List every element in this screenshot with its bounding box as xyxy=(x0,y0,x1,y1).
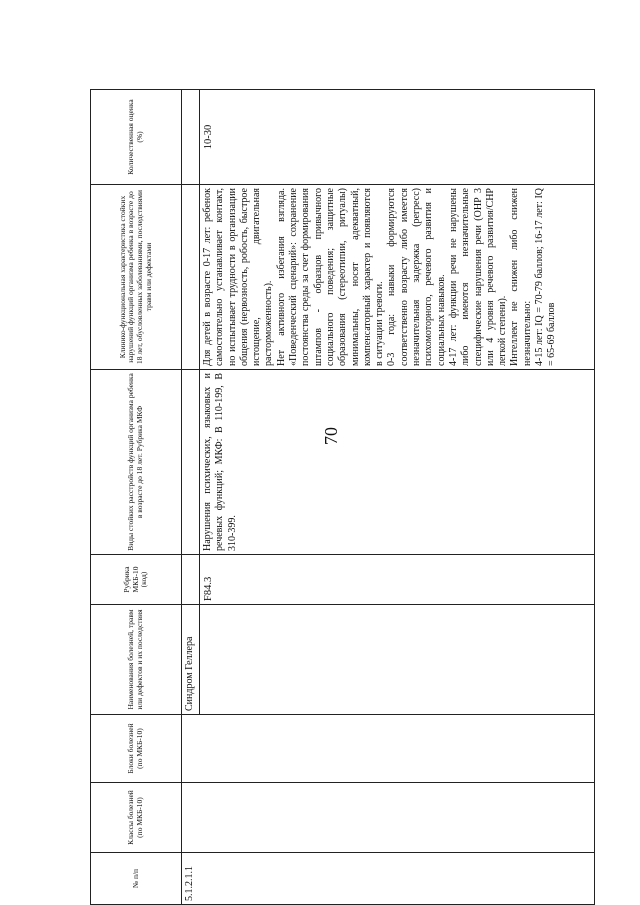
cell-disease-class xyxy=(182,783,595,853)
header-clinical-characteristics: Клинико-функциональная характеристика стойких нарушений функций организма ребенка в возрасте до 18 лет, обусловленных заболеваниями, последствиями травм или дефектами xyxy=(91,185,182,370)
header-function-disorders: Виды стойких расстройств функций организма ребенка в возрасте до 18 лет. Рубрика МКФ xyxy=(91,370,182,555)
cell-empty-functions xyxy=(182,370,200,555)
header-disease-names: Наименования болезней, травм или дефектов и их последствия xyxy=(91,605,182,715)
rotated-table-container xyxy=(90,90,585,905)
description-paragraph: 0-3 года: навыки формируются соответственно возрасту либо имеется незначительная задержка (регресс) психомоторного, речевого развития и социальных навыков. xyxy=(386,188,447,366)
description-paragraph: Нет активного избегания взгляда. «Поведенческий сценарий»: сохранение постоянства среды за счет формирования штампов - образцов привычного социального поведения; защитные образования (стереотипии, ритуалы) минимальны, носят адекватный, компенсаторный характер и появляются в ситуации тревоги. xyxy=(275,188,386,366)
cell-disease-block xyxy=(182,715,595,783)
cell-syndrome-name: Синдром Геллера xyxy=(182,605,200,715)
header-number: № п/п xyxy=(91,853,182,905)
cell-empty-score xyxy=(182,90,200,185)
description-paragraph: 4-17 лет: функции речи не нарушены либо имеются незначительные специфические нарушения речи (ОНР 3 или 4 уровня речевого развития/СНР легкой степени). xyxy=(447,188,509,366)
cell-icd-code: F84.3 xyxy=(200,555,595,605)
description-paragraph: 4-15 лет: IQ = 70-79 баллов; 16-17 лет: IQ = 65-69 баллов xyxy=(534,188,558,366)
header-quantitative-score: Количественная оценка (%) xyxy=(91,90,182,185)
table-row xyxy=(182,90,200,905)
header-disease-blocks: Блоки болезней (по МКБ-10) xyxy=(91,715,182,783)
description-paragraph: Для детей в возрасте 0-17 лет: ребенок самостоятельно устанавливает контакт, но испытывает трудности в организации общения (нервозность, робость, быстрое истощение, двигательная расторможенность). xyxy=(202,188,275,366)
cell-clinical-description xyxy=(200,185,595,370)
row-number: 5.1.2.1.1 xyxy=(182,853,595,905)
cell-empty-description xyxy=(182,185,200,370)
cell-syndrome-body xyxy=(200,605,595,715)
cell-score: 10-30 xyxy=(200,90,595,185)
header-icd-code: Рубрика МКБ-10 (код) xyxy=(91,555,182,605)
table-header-row xyxy=(91,90,182,905)
disability-criteria-table xyxy=(90,89,595,905)
description-paragraph: Интеллект не снижен либо снижен незначительно: xyxy=(509,188,533,366)
cell-empty-code xyxy=(182,555,200,605)
cell-function-disorders: Нарушения психических, языковых и речевых функций; МКФ: В 110-199, В 310-399. xyxy=(200,370,595,555)
page-number: 70 xyxy=(321,427,341,445)
header-disease-classes: Классы болезней (по МКБ-10) xyxy=(91,783,182,853)
